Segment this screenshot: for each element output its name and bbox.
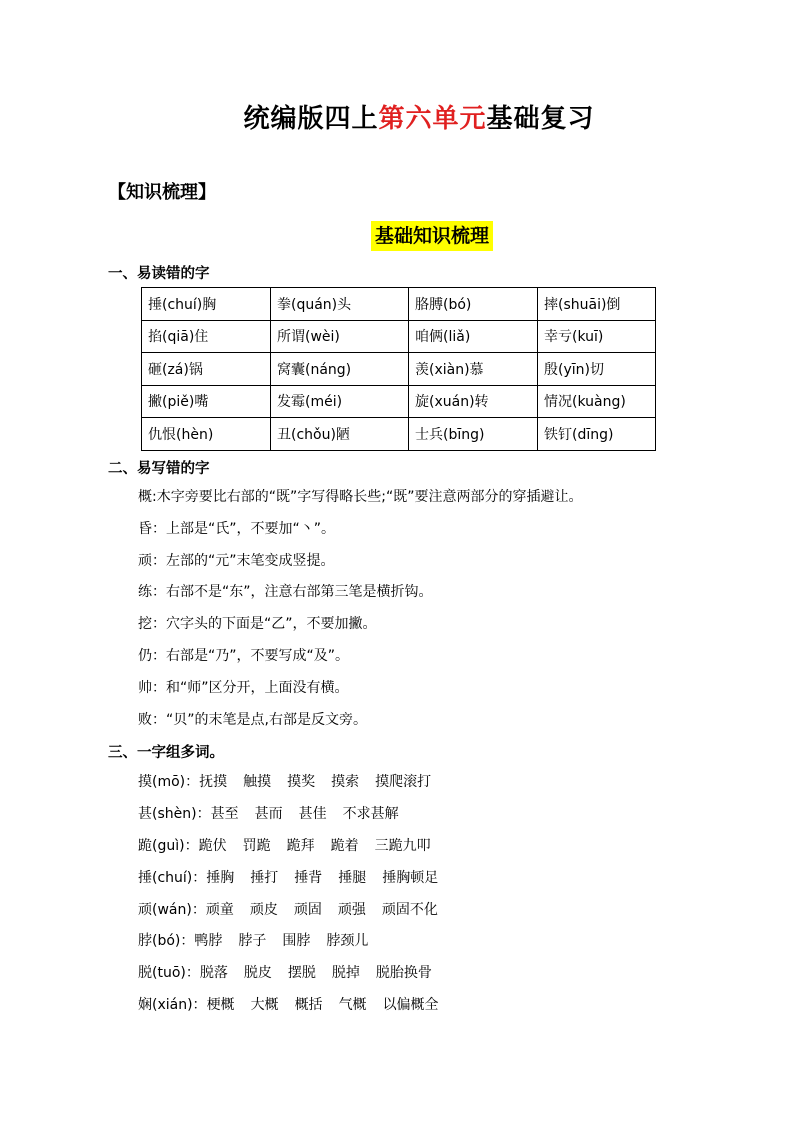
section-tag: 【知识梳理】 [108,182,216,203]
word-group-head: 摸(mō)： [138,774,200,790]
word: 概括 [294,997,323,1014]
title-part-2: 第六单元 [378,104,487,134]
word-group-head: 脱(tuō)： [138,965,200,982]
word: 捶打 [250,869,279,886]
table-cell: 殷(yīn)切 [538,353,656,386]
table-cell: 旋(xuán)转 [409,385,538,418]
table-row [142,418,656,451]
word-group-row [138,895,455,927]
table-cell: 拳(quán)头 [271,288,409,321]
table-cell: 幸亏(kuī) [538,320,656,353]
word-group-row [138,926,455,958]
word: 捶腿 [338,869,367,886]
word: 顽童 [205,901,234,918]
word: 跪拜 [286,837,315,854]
word: 梗概 [206,997,235,1014]
word: 顽固 [293,901,322,918]
table-cell: 掐(qiā)住 [142,320,271,353]
word-group-head: 甚(shèn)： [138,805,211,822]
heading-miswritten: 二、易写错的字 [108,460,210,477]
word: 脱掉 [331,965,360,982]
list-item: 昏：上部是“氏”，不要加“丶”。 [138,520,336,537]
list-item: 挖：穴字头的下面是“乙”，不要加撇。 [138,616,377,633]
word: 顽固不化 [381,901,438,918]
table-cell: 发霉(méi) [271,385,409,418]
word: 鸭脖 [194,933,223,950]
word-group-head: 捶(chuí)： [138,869,207,886]
word: 脖子 [238,933,267,950]
word: 脖颈儿 [326,933,369,950]
heading-misread: 一、易读错的字 [108,265,210,282]
word: 跪着 [330,837,359,854]
word-group-row [138,767,455,799]
list-item: 帅：和“师”区分开，上面没有横。 [138,679,349,696]
page-title [0,98,794,135]
word: 围脖 [282,933,311,950]
table-cell: 摔(shuāi)倒 [538,288,656,321]
word-group-head: 娴(xián)： [138,997,207,1014]
subtitle-container [0,221,794,251]
word-group-row [138,958,455,990]
word-group-head: 顽(wán)： [138,901,206,918]
word-group-row [138,831,455,863]
table-cell: 捶(chuí)胸 [142,288,271,321]
table-cell: 丑(chǒu)陋 [271,418,409,451]
word-group-head: 跪(guì)： [138,837,199,854]
word: 甚而 [254,805,283,822]
list-item: 练：右部不是“东”，注意右部第三笔是横折钩。 [138,584,433,601]
word: 抚摸 [199,774,228,790]
title-part-3: 基础复习 [486,104,595,134]
writing-tips-list [138,482,582,736]
table-row [142,288,656,321]
word: 摸索 [331,774,360,790]
word: 脱胎换骨 [375,965,432,982]
word-groups-list [138,767,455,1022]
table-row [142,353,656,386]
word-group-row [138,863,455,895]
word: 摆脱 [287,965,316,982]
table-cell: 砸(zá)锅 [142,353,271,386]
word: 捶背 [294,869,323,886]
word: 跪伏 [198,837,227,854]
table-cell: 羡(xiàn)慕 [409,353,538,386]
word-group-head: 脖(bó)： [138,933,195,950]
word: 触摸 [243,774,272,790]
word: 甚至 [210,805,239,822]
table-cell: 情况(kuàng) [538,385,656,418]
word: 脱皮 [243,965,272,982]
word: 气概 [338,997,367,1014]
table-cell: 铁钉(dīng) [538,418,656,451]
table-cell: 撇(piě)嘴 [142,385,271,418]
table-cell: 士兵(bīng) [409,418,538,451]
subtitle: 基础知识梳理 [371,221,493,251]
word: 不求甚解 [342,805,399,822]
word: 摸奖 [287,774,316,790]
word: 甚佳 [298,805,327,822]
table-cell: 仇恨(hèn) [142,418,271,451]
table-row [142,320,656,353]
list-item: 概:木字旁要比右部的“既”字写得略长些;“既”要注意两部分的穿插避让。 [138,489,583,505]
word-group-row [138,990,455,1022]
misread-words-table [141,287,656,451]
word: 摸爬滚打 [375,774,432,790]
word: 大概 [250,997,279,1014]
word: 三跪九叩 [374,837,431,854]
table-row [142,385,656,418]
word: 脱落 [199,965,228,982]
word: 罚跪 [242,837,271,854]
list-item: 顽：左部的“元”末笔变成竖提。 [138,552,335,569]
word: 捶胸 [206,869,235,886]
list-item: 仍：右部是“乃”，不要写成“及”。 [138,647,350,664]
table-cell: 窝囊(náng) [271,353,409,386]
word: 顽强 [337,901,366,918]
heading-word-groups: 三、一字组多词。 [108,744,224,761]
table-cell: 咱俩(liǎ) [409,320,538,353]
table-cell: 所谓(wèi) [271,320,409,353]
title-part-1: 统编版四上 [243,104,379,134]
table-cell: 胳膊(bó) [409,288,538,321]
word: 捶胸顿足 [382,869,439,886]
list-item: 败：“贝”的末笔是点,右部是反文旁。 [138,711,367,728]
word-group-row [138,799,455,831]
word: 顽皮 [249,901,278,918]
word: 以偏概全 [382,997,439,1014]
